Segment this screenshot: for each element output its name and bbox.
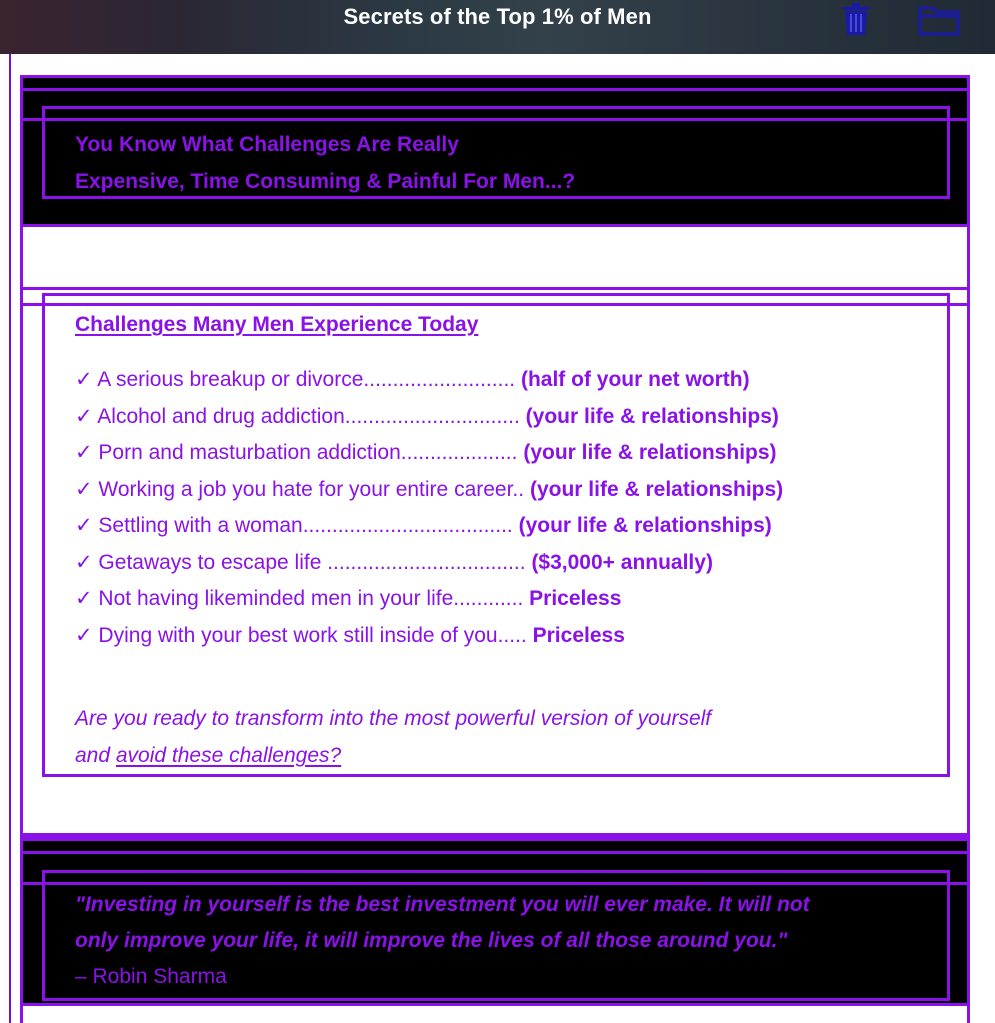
header-box-line — [20, 118, 970, 121]
quote-box-line — [20, 882, 970, 885]
challenge-cost: (half of your net worth) — [520, 368, 750, 391]
challenge-text: ✓ Working a job you hate for your entire career.. — [75, 477, 525, 501]
challenge-item — [75, 362, 783, 399]
quote-band-bottom-border — [20, 1003, 970, 1006]
app-title: Secrets of the Top 1% of Men — [343, 4, 652, 29]
quote-author: – Robin Sharma — [75, 965, 227, 988]
challenge-text: ✓ Not having likeminded men in your life............ — [75, 587, 524, 610]
challenge-cost: Priceless — [532, 623, 625, 647]
cta-line-1: Are you ready to transform into the most powerful version of yourself — [75, 707, 712, 730]
header-band-top-border — [20, 75, 970, 78]
challenge-item — [75, 545, 783, 582]
app-header — [0, 0, 995, 54]
challenge-text: ✓ Getaways to escape life .................................. — [75, 550, 526, 574]
challenge-text: ✓ Porn and masturbation addiction.................... — [75, 441, 518, 464]
header-band-inner-line — [20, 88, 970, 91]
quote-top-border — [20, 833, 970, 841]
challenges-list — [75, 362, 783, 654]
quote-band-inner-line — [20, 851, 970, 854]
challenge-cost: ($3,000+ annually) — [531, 550, 713, 574]
challenge-text: ✓ Dying with your best work still inside of you..... — [75, 623, 527, 647]
challenge-item — [75, 618, 783, 655]
folder-icon[interactable] — [918, 4, 960, 36]
trash-icon[interactable] — [840, 2, 872, 36]
quote-block — [75, 887, 810, 995]
header-band-bottom-border — [20, 224, 970, 227]
challenge-item — [75, 581, 783, 618]
challenge-item — [75, 472, 783, 509]
avoid-challenges-link[interactable]: avoid these challenges? — [115, 744, 342, 767]
header-headline — [75, 126, 575, 200]
challenge-cost: (your life & relationships) — [518, 514, 772, 537]
challenge-item — [75, 508, 783, 545]
challenges-inner-line — [45, 303, 947, 306]
challenge-cost: (your life & relationships) — [525, 404, 779, 428]
quote-line-2: only improve your life, it will improve the lives of all those around you." — [75, 929, 788, 952]
challenge-cost: (your life & relationships) — [529, 477, 784, 501]
challenge-cost: (your life & relationships) — [523, 441, 777, 464]
challenge-text: ✓ Alcohol and drug addiction.............................. — [75, 404, 520, 428]
cta-line-2 — [75, 737, 711, 774]
challenge-cost: Priceless — [529, 587, 622, 610]
headline-line-1: You Know What Challenges Are Really — [75, 133, 459, 156]
challenge-text: ✓ A serious breakup or divorce.......................... — [75, 368, 516, 391]
cta-prefix: and — [75, 744, 116, 767]
challenge-item — [75, 435, 783, 472]
headline-line-2: Expensive, Time Consuming & Painful For Men...? — [75, 170, 576, 193]
left-guide-line — [9, 54, 11, 1023]
challenge-text: ✓ Settling with a woman.................................... — [75, 514, 513, 537]
challenges-heading: Challenges Many Men Experience Today — [75, 313, 479, 336]
challenge-item — [75, 399, 783, 436]
cta-block — [75, 700, 711, 774]
quote-line-1: "Investing in yourself is the best investment you will ever make. It will not — [75, 893, 810, 916]
